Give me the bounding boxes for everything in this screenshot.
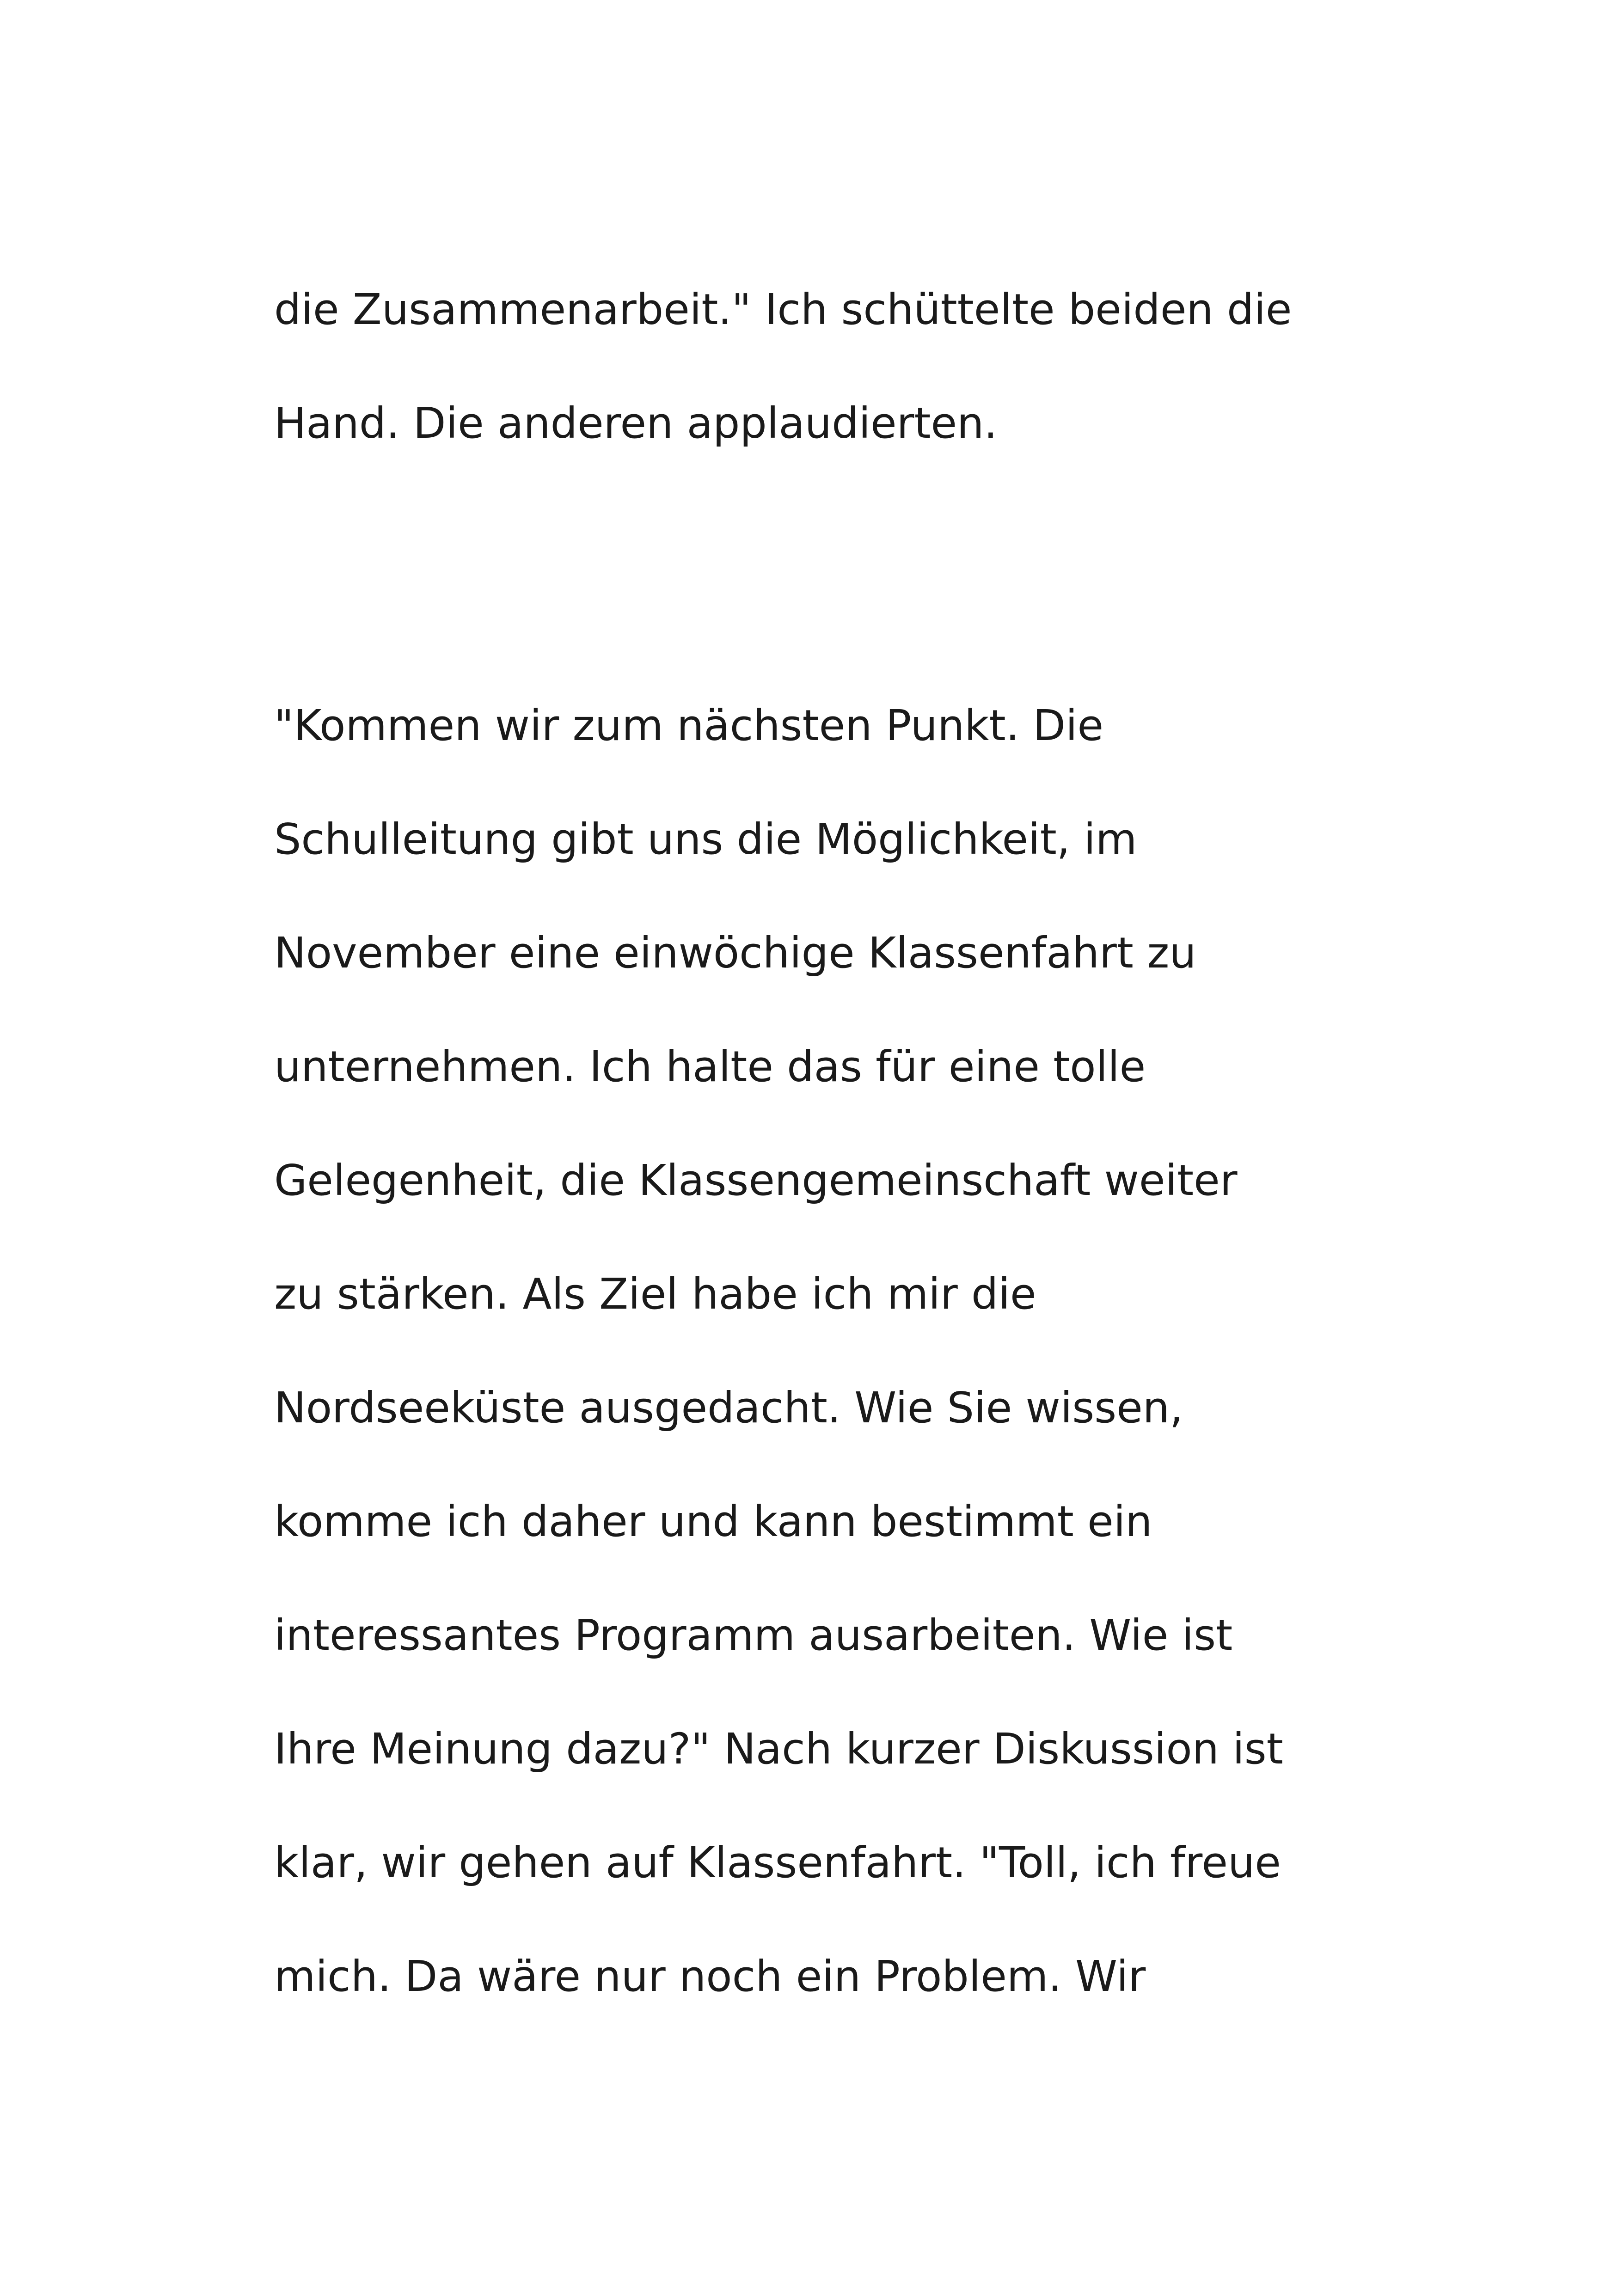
- text-line: "Kommen wir zum nächsten Punkt. Die: [274, 701, 1104, 750]
- text-line: mich. Da wäre nur noch ein Problem. Wir: [274, 1952, 1146, 2001]
- text-line: Nordseeküste ausgedacht. Wie Sie wissen,: [274, 1383, 1183, 1433]
- text-line: unternehmen. Ich halte das für eine tolle: [274, 1042, 1146, 1091]
- paragraph-1: [274, 253, 1430, 480]
- text-line: klar, wir gehen auf Klassenfahrt. "Toll, ich freue: [274, 1838, 1281, 1887]
- text-line: zu stärken. Als Ziel habe ich mir die: [274, 1269, 1036, 1319]
- paragraph-2: [274, 669, 1430, 2033]
- text-line: Hand. Die anderen applaudierten.: [274, 398, 998, 448]
- text-line: Ihre Meinung dazu?" Nach kurzer Diskussion ist: [274, 1724, 1283, 1774]
- text-line: Gelegenheit, die Klassengemeinschaft weiter: [274, 1156, 1238, 1205]
- text-line: komme ich daher und kann bestimmt ein: [274, 1497, 1152, 1546]
- text-line: interessantes Programm ausarbeiten. Wie ist: [274, 1610, 1233, 1660]
- text-line: Schulleitung gibt uns die Möglichkeit, im: [274, 814, 1137, 864]
- text-line: November eine einwöchige Klassenfahrt zu: [274, 928, 1196, 978]
- text-line: die Zusammenarbeit." Ich schüttelte beiden die: [274, 285, 1292, 334]
